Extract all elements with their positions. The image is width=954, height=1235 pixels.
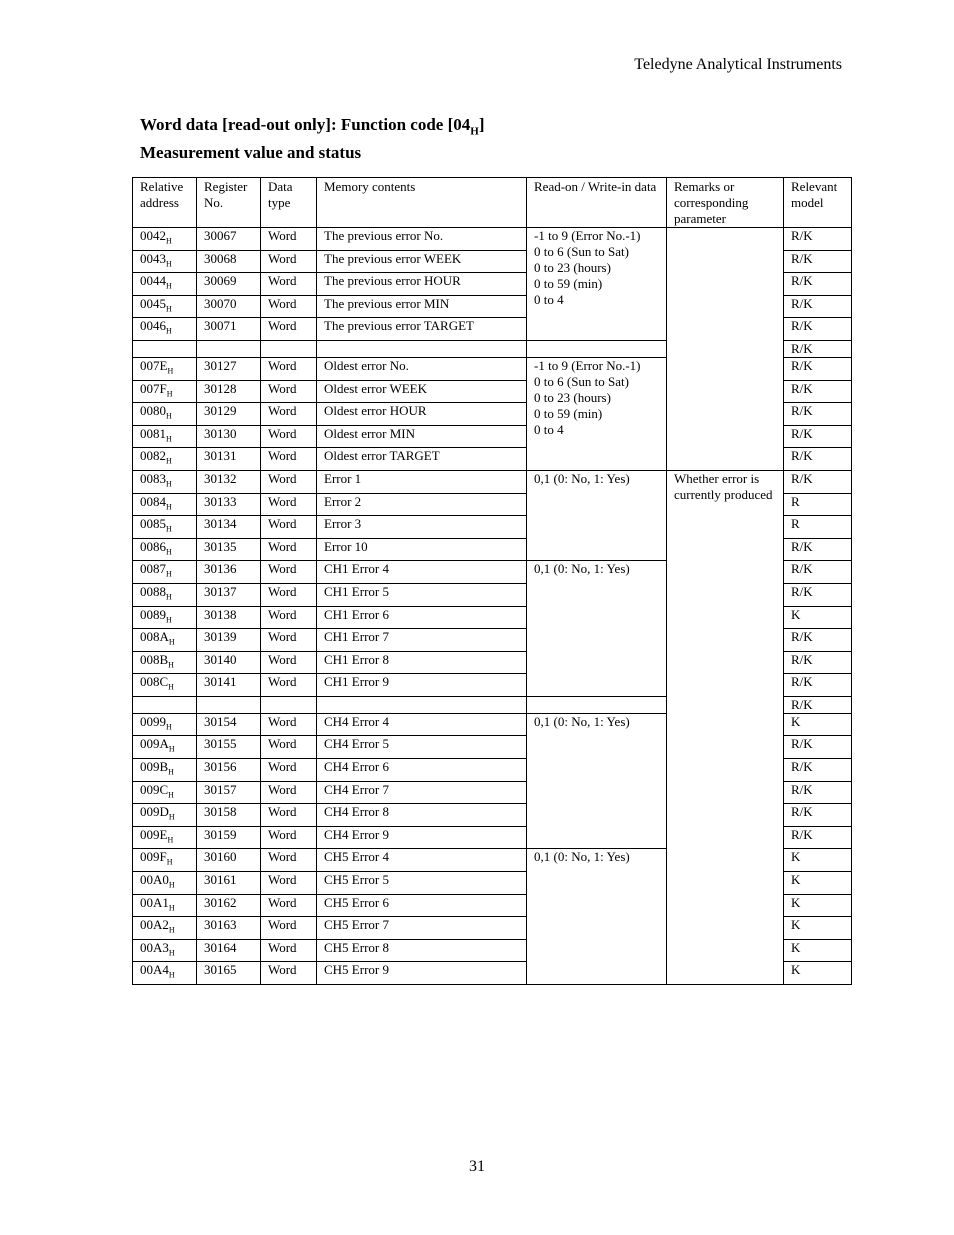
range-line: 0 to 23 (hours) (534, 389, 611, 405)
cell-memory-contents: CH1 Error 4 (317, 561, 527, 584)
cell-memory-contents: Error 2 (317, 493, 527, 516)
address-value: 009A (140, 736, 169, 752)
cell-register-no (197, 340, 261, 357)
cell-relative-address (133, 295, 197, 318)
cell-relevant-model: R/K (784, 448, 852, 471)
cell-memory-contents: The previous error WEEK (317, 250, 527, 273)
cell-data-type: Word (261, 606, 317, 629)
cell-memory-contents: Oldest error WEEK (317, 380, 527, 403)
address-value: 009E (140, 826, 168, 842)
range-line: 0 to 23 (hours) (534, 260, 611, 275)
address-subscript: H (166, 326, 172, 336)
cell-relative-address (133, 228, 197, 251)
header-read-write: Read-on / Write-in data (527, 178, 667, 228)
cell-relative-address (133, 651, 197, 674)
cell-relevant-model: R/K (784, 380, 852, 403)
title-line-2: Measurement value and status (140, 143, 362, 163)
cell-relevant-model: R/K (784, 696, 852, 713)
cell-relative-address (133, 962, 197, 985)
cell-data-type: Word (261, 736, 317, 759)
cell-relative-address (133, 493, 197, 516)
cell-memory-contents: CH1 Error 6 (317, 606, 527, 629)
cell-register-no: 30131 (197, 448, 261, 471)
cell-data-type: Word (261, 917, 317, 940)
cell-memory-contents: Error 10 (317, 538, 527, 561)
cell-register-no: 30136 (197, 561, 261, 584)
cell-relative-address (133, 759, 197, 782)
cell-relevant-model: R/K (784, 228, 852, 251)
cell-relative-address (133, 894, 197, 917)
range-line: 0 to 59 (min) (534, 276, 603, 291)
table-row (133, 470, 852, 493)
cell-data-type: Word (261, 448, 317, 471)
cell-relative-address (133, 583, 197, 606)
address-subscript: H (166, 389, 173, 399)
cell-relevant-model: R/K (784, 583, 852, 606)
cell-relevant-model: K (784, 894, 852, 917)
cell-data-type: Word (261, 228, 317, 251)
address-subscript: H (168, 903, 175, 913)
cell-data-type: Word (261, 962, 317, 985)
cell-relevant-model: R/K (784, 357, 852, 380)
cell-relative-address (133, 403, 197, 426)
range-line: 0 to 6 (Sun to Sat) (534, 373, 629, 389)
cell-data-type: Word (261, 273, 317, 296)
cell-relative-address (133, 917, 197, 940)
register-table (132, 177, 852, 985)
cell-register-no: 30156 (197, 759, 261, 782)
cell-relative-address (133, 340, 197, 357)
cell-relevant-model: R/K (784, 470, 852, 493)
address-value: 00A2 (140, 917, 169, 933)
cell-register-no: 30163 (197, 917, 261, 940)
cell-relevant-model: K (784, 962, 852, 985)
cell-relevant-model: R/K (784, 781, 852, 804)
cell-relevant-model: R/K (784, 804, 852, 827)
cell-data-type: Word (261, 759, 317, 782)
cell-data-type: Word (261, 651, 317, 674)
table-row (133, 228, 852, 251)
cell-register-no: 30141 (197, 674, 261, 697)
address-subscript: H (168, 637, 175, 647)
cell-memory-contents: CH5 Error 5 (317, 872, 527, 895)
cell-data-type: Word (261, 295, 317, 318)
address-value: 00A4 (140, 962, 169, 978)
cell-relative-address (133, 736, 197, 759)
cell-data-type: Word (261, 403, 317, 426)
cell-relevant-model: K (784, 606, 852, 629)
cell-register-no: 30129 (197, 403, 261, 426)
address-subscript: H (166, 259, 172, 269)
range-line: -1 to 9 (Error No.-1) (534, 228, 641, 243)
cell-data-type: Word (261, 318, 317, 341)
address-subscript: H (166, 858, 173, 868)
cell-data-type: Word (261, 781, 317, 804)
cell-relative-address (133, 781, 197, 804)
cell-memory-contents: CH4 Error 6 (317, 759, 527, 782)
cell-relevant-model: R/K (784, 651, 852, 674)
address-value: 0085 (140, 516, 166, 532)
cell-data-type: Word (261, 380, 317, 403)
cell-relevant-model: R/K (784, 273, 852, 296)
cell-read-write (527, 340, 667, 357)
cell-relative-address (133, 425, 197, 448)
cell-relative-address (133, 606, 197, 629)
cell-relative-address (133, 804, 197, 827)
cell-memory-contents: Oldest error HOUR (317, 403, 527, 426)
address-value: 0044 (140, 273, 166, 289)
cell-relative-address (133, 713, 197, 736)
cell-read-write: 0,1 (0: No, 1: Yes) (527, 849, 667, 985)
section-title (140, 114, 484, 163)
cell-register-no: 30162 (197, 894, 261, 917)
range-line: 0 to 6 (Sun to Sat) (534, 244, 629, 259)
cell-relevant-model: R/K (784, 250, 852, 273)
cell-register-no: 30165 (197, 962, 261, 985)
cell-remarks: Whether error is currently produced (667, 470, 784, 984)
title-line-1 (140, 114, 484, 142)
header-register-no: Register No. (197, 178, 261, 228)
cell-memory-contents: The previous error TARGET (317, 318, 527, 341)
cell-register-no: 30135 (197, 538, 261, 561)
address-value: 00A3 (140, 939, 169, 955)
cell-register-no: 30134 (197, 516, 261, 539)
cell-register-no: 30154 (197, 713, 261, 736)
cell-relevant-model: R/K (784, 561, 852, 584)
cell-relevant-model: R/K (784, 318, 852, 341)
cell-memory-contents: CH4 Error 8 (317, 804, 527, 827)
page-number: 31 (469, 1158, 485, 1175)
cell-memory-contents: Error 1 (317, 470, 527, 493)
address-value: 0080 (140, 403, 166, 419)
address-subscript: H (166, 592, 172, 602)
cell-memory-contents: CH4 Error 4 (317, 713, 527, 736)
cell-register-no: 30138 (197, 606, 261, 629)
cell-memory-contents: CH1 Error 8 (317, 651, 527, 674)
address-value: 0088 (140, 583, 166, 599)
address-value: 0087 (140, 561, 166, 577)
range-line: 0 to 4 (534, 292, 564, 307)
address-subscript: H (168, 682, 174, 692)
header-remarks: Remarks or corresponding parameter (667, 178, 784, 228)
cell-data-type: Word (261, 849, 317, 872)
cell-memory-contents: Oldest error No. (317, 357, 527, 380)
cell-relevant-model: R/K (784, 674, 852, 697)
cell-relative-address (133, 939, 197, 962)
cell-register-no: 30155 (197, 736, 261, 759)
address-value: 008A (140, 629, 169, 645)
address-value: 008B (140, 651, 169, 667)
address-subscript: H (168, 660, 174, 670)
address-value: 0086 (140, 538, 166, 554)
cell-data-type: Word (261, 516, 317, 539)
cell-data-type: Word (261, 939, 317, 962)
address-subscript: H (168, 767, 174, 777)
cell-relevant-model: K (784, 849, 852, 872)
cell-memory-contents: CH4 Error 9 (317, 826, 527, 849)
address-subscript: H (166, 547, 172, 557)
cell-relevant-model: R/K (784, 340, 852, 357)
cell-memory-contents (317, 340, 527, 357)
cell-register-no: 30159 (197, 826, 261, 849)
cell-memory-contents: Error 3 (317, 516, 527, 539)
title-prefix: Word data [read-out only]: Function code [04 (140, 115, 471, 134)
cell-register-no: 30070 (197, 295, 261, 318)
address-subscript: H (166, 281, 172, 291)
range-line: 0 to 59 (min) (534, 405, 603, 421)
cell-relevant-model: K (784, 713, 852, 736)
cell-register-no: 30139 (197, 629, 261, 652)
cell-memory-contents: CH1 Error 9 (317, 674, 527, 697)
cell-relative-address (133, 250, 197, 273)
address-subscript: H (168, 790, 174, 800)
cell-relative-address (133, 561, 197, 584)
cell-read-write: 0,1 (0: No, 1: Yes) (527, 470, 667, 560)
address-subscript: H (166, 502, 172, 512)
header-relevant-model: Relevant model (784, 178, 852, 228)
address-value: 00A1 (140, 894, 169, 910)
address-value: 00A0 (140, 872, 169, 888)
cell-data-type: Word (261, 583, 317, 606)
cell-data-type: Word (261, 538, 317, 561)
cell-read-write: 0,1 (0: No, 1: Yes) (527, 713, 667, 849)
cell-relative-address (133, 674, 197, 697)
address-value: 007F (140, 380, 167, 396)
cell-register-no: 30133 (197, 493, 261, 516)
cell-register-no: 30071 (197, 318, 261, 341)
address-value: 0045 (140, 295, 166, 311)
cell-relative-address (133, 849, 197, 872)
address-value: 0089 (140, 606, 166, 622)
cell-relevant-model: K (784, 917, 852, 940)
cell-relevant-model: R/K (784, 425, 852, 448)
cell-register-no: 30140 (197, 651, 261, 674)
cell-relative-address (133, 448, 197, 471)
range-line: -1 to 9 (Error No.-1) (534, 357, 641, 373)
address-value: 008C (140, 674, 169, 690)
address-value: 0042 (140, 228, 166, 243)
title-suffix: ] (478, 115, 485, 134)
address-subscript: H (166, 411, 172, 421)
address-subscript: H (167, 366, 174, 376)
cell-memory-contents: The previous error MIN (317, 295, 527, 318)
header-data-type: Data type (261, 178, 317, 228)
address-value: 0046 (140, 318, 166, 334)
cell-memory-contents: CH5 Error 7 (317, 917, 527, 940)
cell-register-no: 30067 (197, 228, 261, 251)
cell-register-no: 30130 (197, 425, 261, 448)
cell-data-type (261, 340, 317, 357)
address-value: 0082 (140, 448, 166, 464)
address-value: 0083 (140, 470, 166, 486)
cell-relevant-model: R (784, 493, 852, 516)
cell-register-no: 30164 (197, 939, 261, 962)
cell-read-write (527, 696, 667, 713)
address-value: 009C (140, 781, 169, 797)
cell-register-no: 30161 (197, 872, 261, 895)
cell-memory-contents: CH4 Error 5 (317, 736, 527, 759)
cell-data-type: Word (261, 357, 317, 380)
address-value: 0043 (140, 250, 166, 266)
cell-register-no: 30128 (197, 380, 261, 403)
address-subscript: H (166, 615, 172, 625)
cell-data-type: Word (261, 713, 317, 736)
cell-memory-contents: CH1 Error 7 (317, 629, 527, 652)
address-subscript: H (166, 569, 172, 579)
cell-register-no: 30127 (197, 357, 261, 380)
address-subscript: H (168, 925, 175, 935)
cell-register-no (197, 696, 261, 713)
cell-memory-contents: CH5 Error 6 (317, 894, 527, 917)
cell-data-type: Word (261, 894, 317, 917)
cell-relevant-model: R (784, 516, 852, 539)
address-subscript: H (166, 304, 172, 314)
cell-register-no: 30069 (197, 273, 261, 296)
address-subscript: H (168, 745, 175, 755)
header-relative-address: Relative address (133, 178, 197, 228)
cell-read-write (527, 357, 667, 470)
cell-data-type: Word (261, 804, 317, 827)
address-subscript: H (166, 524, 172, 534)
cell-relative-address (133, 826, 197, 849)
cell-register-no: 30157 (197, 781, 261, 804)
cell-data-type: Word (261, 470, 317, 493)
cell-relative-address (133, 470, 197, 493)
address-subscript: H (166, 456, 172, 466)
cell-register-no: 30158 (197, 804, 261, 827)
cell-memory-contents: The previous error HOUR (317, 273, 527, 296)
cell-relative-address (133, 538, 197, 561)
address-value: 0099 (140, 713, 166, 729)
address-subscript: H (168, 948, 175, 958)
cell-read-write: 0,1 (0: No, 1: Yes) (527, 561, 667, 697)
cell-relevant-model: R/K (784, 403, 852, 426)
header-memory-contents: Memory contents (317, 178, 527, 228)
address-value: 0081 (140, 425, 166, 441)
cell-read-write (527, 228, 667, 341)
table-header-row (133, 178, 852, 228)
address-value: 009D (140, 804, 169, 820)
cell-data-type: Word (261, 674, 317, 697)
address-subscript: H (167, 835, 174, 845)
title-subscript: H (470, 125, 479, 138)
cell-relevant-model: R/K (784, 538, 852, 561)
cell-data-type: Word (261, 826, 317, 849)
cell-register-no: 30160 (197, 849, 261, 872)
cell-register-no: 30137 (197, 583, 261, 606)
cell-memory-contents: CH1 Error 5 (317, 583, 527, 606)
cell-relevant-model: R/K (784, 736, 852, 759)
address-subscript: H (166, 236, 172, 246)
running-header: Teledyne Analytical Instruments (634, 56, 842, 73)
cell-data-type: Word (261, 872, 317, 895)
address-subscript: H (168, 812, 175, 822)
cell-memory-contents: The previous error No. (317, 228, 527, 251)
cell-relative-address (133, 357, 197, 380)
cell-memory-contents (317, 696, 527, 713)
cell-relevant-model: R/K (784, 826, 852, 849)
address-subscript: H (166, 479, 172, 489)
cell-data-type: Word (261, 629, 317, 652)
cell-data-type (261, 696, 317, 713)
cell-relative-address (133, 872, 197, 895)
cell-memory-contents: CH5 Error 9 (317, 962, 527, 985)
address-subscript: H (168, 880, 175, 890)
cell-relative-address (133, 696, 197, 713)
cell-relative-address (133, 380, 197, 403)
cell-data-type: Word (261, 250, 317, 273)
cell-memory-contents: CH5 Error 4 (317, 849, 527, 872)
cell-memory-contents: CH4 Error 7 (317, 781, 527, 804)
cell-data-type: Word (261, 425, 317, 448)
cell-data-type: Word (261, 561, 317, 584)
table-body (133, 228, 852, 985)
cell-relevant-model: R/K (784, 295, 852, 318)
cell-register-no: 30068 (197, 250, 261, 273)
cell-relevant-model: R/K (784, 629, 852, 652)
address-subscript: H (166, 722, 172, 732)
address-value: 009B (140, 759, 169, 775)
cell-relevant-model: K (784, 872, 852, 895)
address-value: 009F (140, 849, 167, 865)
cell-relevant-model: R/K (784, 759, 852, 782)
cell-relevant-model: K (784, 939, 852, 962)
address-subscript: H (166, 434, 172, 444)
cell-relative-address (133, 273, 197, 296)
cell-relative-address (133, 318, 197, 341)
cell-relative-address (133, 516, 197, 539)
address-subscript: H (168, 971, 175, 980)
cell-memory-contents: CH5 Error 8 (317, 939, 527, 962)
cell-register-no: 30132 (197, 470, 261, 493)
cell-relative-address (133, 629, 197, 652)
cell-memory-contents: Oldest error MIN (317, 425, 527, 448)
address-value: 0084 (140, 493, 166, 509)
cell-remarks (667, 228, 784, 471)
cell-memory-contents: Oldest error TARGET (317, 448, 527, 471)
range-line: 0 to 4 (534, 421, 564, 437)
address-value: 007E (140, 357, 168, 373)
cell-data-type: Word (261, 493, 317, 516)
